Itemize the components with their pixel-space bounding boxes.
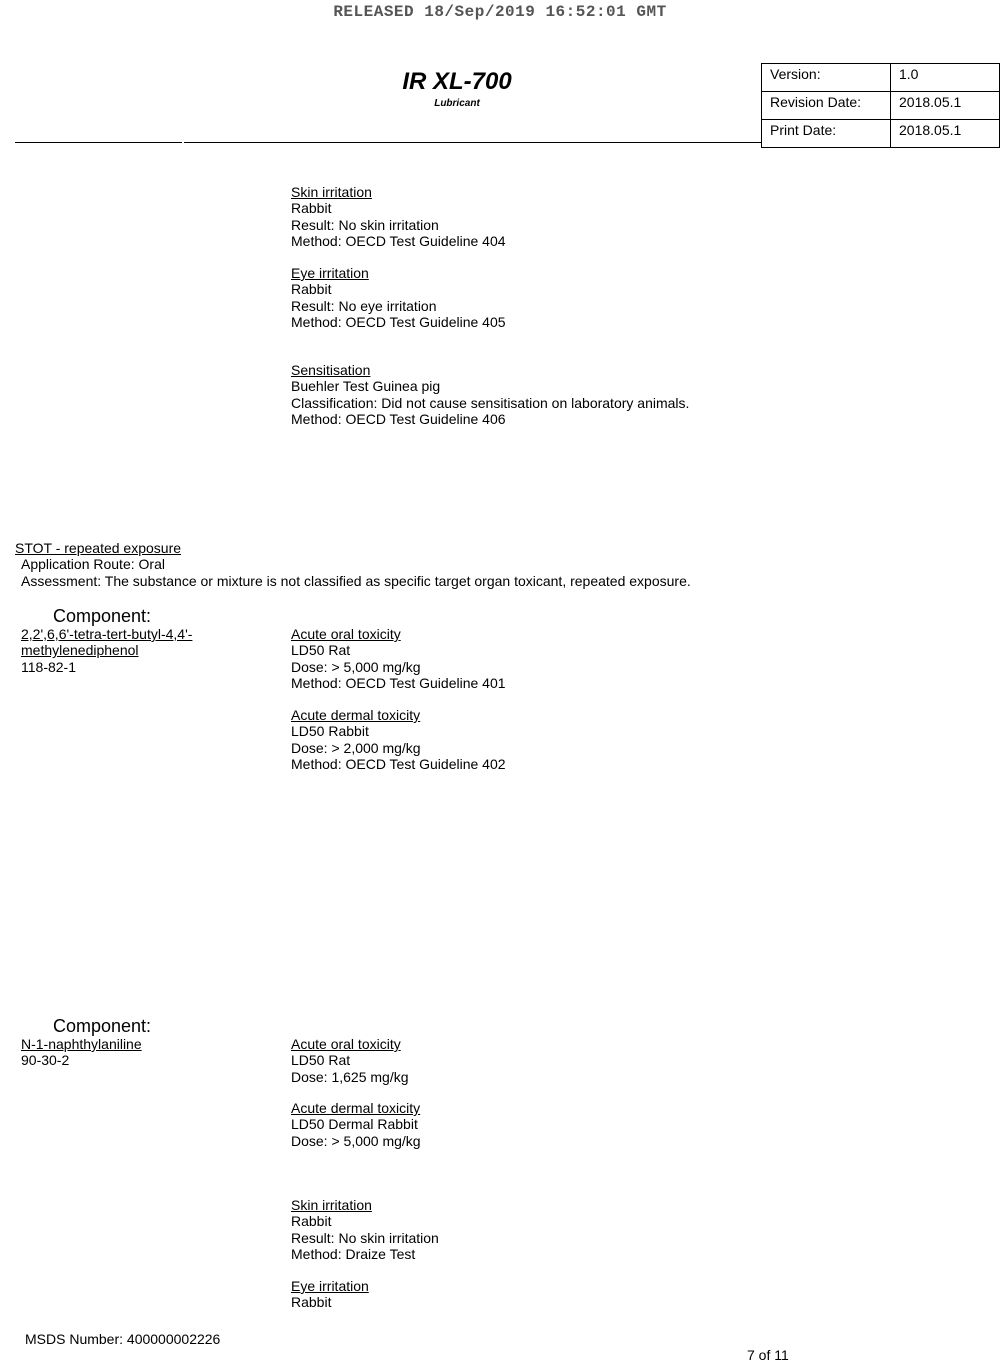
document-title: IR XL-700 bbox=[402, 68, 512, 95]
section-sensitisation bbox=[291, 362, 689, 427]
section-acute-oral-toxicity bbox=[291, 1036, 409, 1085]
section-acute-oral-toxicity bbox=[291, 626, 506, 691]
section-line: Method: OECD Test Guideline 406 bbox=[291, 410, 506, 427]
section-line: Result: No eye irritation bbox=[291, 297, 437, 314]
section-line: Result: No skin irritation bbox=[291, 1229, 439, 1246]
section-line: Method: Draize Test bbox=[291, 1245, 416, 1262]
section-heading: Sensitisation bbox=[291, 362, 371, 378]
component-label: Component: bbox=[53, 1016, 152, 1036]
section-line: Method: OECD Test Guideline 401 bbox=[291, 674, 506, 691]
section-line: LD50 Rat bbox=[291, 1052, 351, 1069]
section-line: Classification: Did not cause sensitisation on laboratory animals. bbox=[291, 394, 690, 411]
component-cas: 90-30-2 bbox=[21, 1052, 70, 1069]
document-meta-table bbox=[761, 63, 1000, 148]
section-line: Method: OECD Test Guideline 405 bbox=[291, 313, 506, 330]
section-heading: Skin irritation bbox=[291, 1197, 372, 1213]
section-line: Rabbit bbox=[291, 1294, 332, 1311]
section-stot-repeated bbox=[15, 540, 691, 589]
section-line: LD50 Rabbit bbox=[291, 723, 369, 740]
section-line: Dose: 1,625 mg/kg bbox=[291, 1068, 409, 1085]
component-name: N-1-naphthylaniline bbox=[21, 1036, 142, 1052]
meta-label: Revision Date: bbox=[762, 92, 891, 120]
meta-value: 2018.05.1 bbox=[891, 92, 1000, 120]
section-line: Buehler Test Guinea pig bbox=[291, 378, 441, 395]
section-skin-irritation bbox=[291, 1197, 439, 1262]
section-line: Dose: > 5,000 mg/kg bbox=[291, 1132, 421, 1149]
meta-label: Print Date: bbox=[762, 120, 891, 148]
meta-row-revision-date bbox=[762, 92, 1000, 120]
section-heading: Acute dermal toxicity bbox=[291, 707, 421, 723]
component-label: Component: bbox=[53, 606, 152, 626]
section-heading: Acute oral toxicity bbox=[291, 626, 401, 642]
meta-value: 2018.05.1 bbox=[891, 120, 1000, 148]
section-line: Method: OECD Test Guideline 404 bbox=[291, 232, 506, 249]
section-line: Rabbit bbox=[291, 1213, 332, 1230]
section-line: LD50 Rat bbox=[291, 642, 351, 659]
meta-label: Version: bbox=[762, 64, 891, 92]
section-line: Method: OECD Test Guideline 402 bbox=[291, 755, 506, 772]
section-line: Dose: > 5,000 mg/kg bbox=[291, 658, 421, 675]
header-rule-middle bbox=[184, 142, 761, 143]
page-number: 7 of 11 bbox=[747, 1347, 789, 1363]
section-heading: Skin irritation bbox=[291, 184, 372, 200]
section-heading: Acute oral toxicity bbox=[291, 1036, 401, 1052]
section-line: Result: No skin irritation bbox=[291, 216, 439, 233]
section-line: Rabbit bbox=[291, 281, 332, 298]
section-heading: Acute dermal toxicity bbox=[291, 1100, 421, 1116]
section-heading: STOT - repeated exposure bbox=[15, 540, 182, 556]
stot-assessment: Assessment: The substance or mixture is not classified as specific target organ toxicant, repeated exposure. bbox=[21, 572, 691, 589]
meta-row-version bbox=[762, 64, 1000, 92]
document-subtitle: Lubricant bbox=[434, 98, 480, 109]
component-identity bbox=[21, 1036, 142, 1069]
section-eye-irritation bbox=[291, 1278, 369, 1311]
meta-value: 1.0 bbox=[891, 64, 1000, 92]
section-line: LD50 Dermal Rabbit bbox=[291, 1116, 418, 1133]
section-skin-irritation bbox=[291, 184, 506, 249]
stot-application-route: Application Route: Oral bbox=[21, 556, 165, 573]
release-stamp: RELEASED 18/Sep/2019 16:52:01 GMT bbox=[333, 3, 667, 21]
component-cas: 118-82-1 bbox=[21, 658, 77, 675]
header-rule-left bbox=[15, 142, 182, 143]
section-heading: Eye irritation bbox=[291, 1278, 369, 1294]
meta-row-print-date bbox=[762, 120, 1000, 148]
section-line: Dose: > 2,000 mg/kg bbox=[291, 739, 421, 756]
msds-number: MSDS Number: 400000002226 bbox=[25, 1331, 221, 1347]
section-acute-dermal-toxicity bbox=[291, 1100, 421, 1149]
component-identity bbox=[21, 626, 192, 675]
component-name: 2,2',6,6'-tetra-tert-butyl-4,4'- bbox=[21, 626, 193, 642]
section-heading: Eye irritation bbox=[291, 265, 369, 281]
section-eye-irritation bbox=[291, 265, 506, 330]
component-name: methylenediphenol bbox=[21, 642, 139, 659]
section-line: Rabbit bbox=[291, 200, 332, 217]
section-acute-dermal-toxicity bbox=[291, 707, 506, 772]
